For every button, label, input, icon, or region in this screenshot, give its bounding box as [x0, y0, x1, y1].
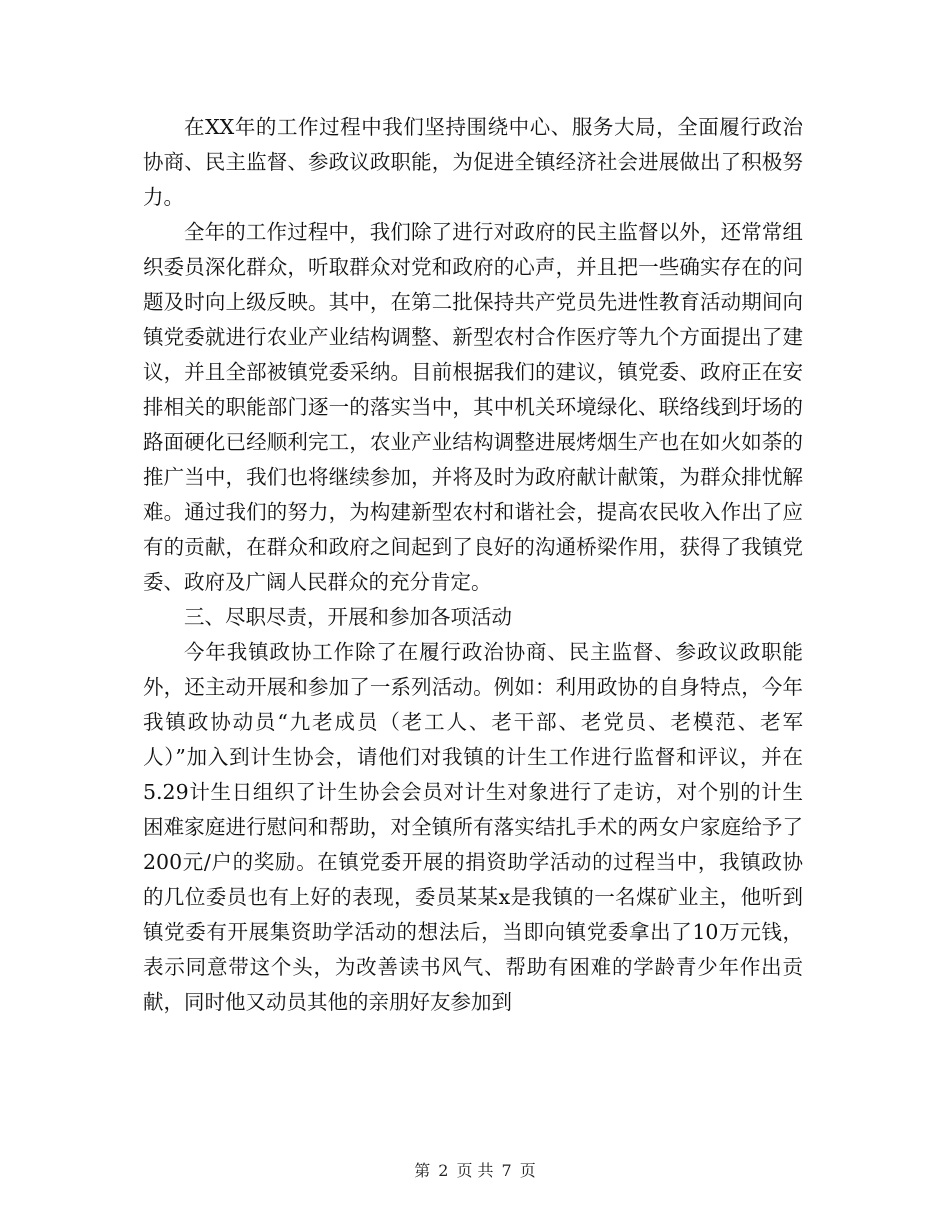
paragraph-activities: 今年我镇政协工作除了在履行政治协商、民主监督、参政议政职能外，还主动开展和参加了一系列活动。例如：利用政协的自身特点，今年我镇政协动员“九老成员（老工人、老干部、老党员、老模范、老军人）”加入到计生协会，请他们对我镇的计生工作进行监督和评议，并在5.29计生日组织了计生协会会员对计生对象进行了走访，对个别的计生困难家庭进行慰问和帮助，对全镇所有落实结扎手术的两女户家庭给予了200元/户的奖励。在镇党委开展的捐资助学活动的过程当中，我镇政协的几位委员也有上好的表现，委员某某x是我镇的一名煤矿业主，他听到镇党委有开展集资助学活动的想法后，当即向镇党委拿出了10万元钱，表示同意带这个头，为改善读书风气、帮助有困难的学龄青少年作出贡献，同时他又动员其他的亲朋好友参加到	[143, 640, 803, 1014]
page-footer	[0, 1158, 950, 1181]
document-body	[143, 110, 803, 1020]
footer-suffix: 页	[519, 1161, 536, 1180]
footer-middle: 页 共	[456, 1161, 494, 1180]
footer-page-number: 2	[438, 1161, 449, 1180]
footer-prefix: 第	[414, 1161, 431, 1180]
footer-total-pages: 7	[501, 1161, 512, 1180]
paragraph-supervision: 全年的工作过程中，我们除了进行对政府的民主监督以外，还常常组织委员深化群众，听取群众对党和政府的心声，并且把一些确实存在的问题及时向上级反映。其中，在第二批保持共产党员先进性教育活动期间向镇党委就进行农业产业结构调整、新型农村合作医疗等九个方面提出了建议，并且全部被镇党委采纳。目前根据我们的建议，镇党委、政府正在安排相关的职能部门逐一的落实当中，其中机关环境绿化、联络线到圩场的路面硬化已经顺利完工，农业产业结构调整进展烤烟生产也在如火如荼的推广当中，我们也将继续参加，并将及时为政府献计献策，为群众排忧解难。通过我们的努力，为构建新型农村和谐社会，提高农民收入作出了应有的贡献，在群众和政府之间起到了良好的沟通桥梁作用，获得了我镇党委、政府及广阔人民群众的充分肯定。	[143, 220, 803, 594]
section-heading: 三、尽职尽责，开展和参加各项活动	[184, 605, 512, 629]
paragraph-intro: 在XX年的工作过程中我们坚持围绕中心、服务大局，全面履行政治协商、民主监督、参政议政职能，为促进全镇经济社会进展做出了积极努力。	[143, 115, 803, 209]
